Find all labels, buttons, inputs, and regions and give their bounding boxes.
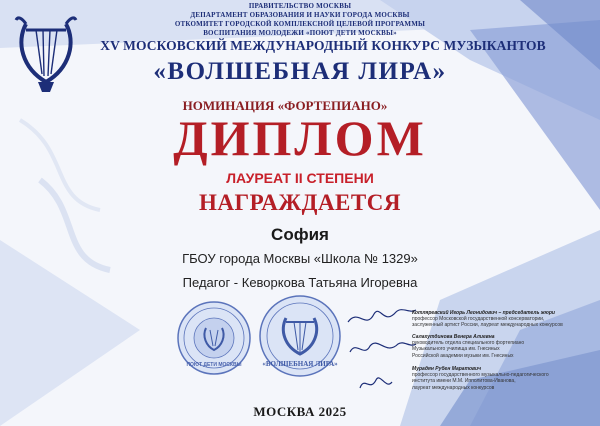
contest-name: «ВОЛШЕБНАЯ ЛИРА» [153,58,447,85]
laureate-degree: ЛАУРЕАТ II СТЕПЕНИ [226,170,374,186]
jury-member-1 [412,310,597,329]
contest-title: XV МОСКОВСКИЙ МЕЖДУНАРОДНЫЙ КОНКУРС МУЗЫКАНТОВ [100,38,546,53]
jury-member-3 [412,366,597,391]
jury-member-3-name: Мурадян Рубен Маратович [412,366,482,372]
jury-member-3-line-1: профессор государственного музыкально-педагогического [412,372,549,379]
nomination-label: НОМИНАЦИЯ «ФОРТЕПИАНО» [182,98,388,113]
jury-member-2-line-1: руководитель отдела специального фортепиано [412,340,525,347]
seal-right [258,294,342,378]
city-year: МОСКВА 2025 [253,404,347,419]
recipient-school: ГБОУ города Москвы «Школа № 1329» [182,251,418,266]
jury-member-1-line-1: профессор Московской государственной консерватории, [412,316,545,323]
jury-member-3-line-3: лауреат международных конкурсов [412,384,495,391]
seal-left-text: ПОЮТ ДЕТИ МОСКВЫ [186,362,242,368]
header-line-4: ВОСПИТАНИЯ МОЛОДЕЖИ «ПОЮТ ДЕТИ МОСКВЫ» [203,29,397,37]
jury-member-1-name: Котляревский Игорь Леонидович – председатель жюри [412,310,555,316]
jury-member-2-line-3: Российской академии музыки им. Гнесиных [412,352,514,359]
jury-member-2-line-2: Музыкального училища им. Гнесиных [412,346,500,353]
jury-member-3-line-2: института имени М.М. Ипполитова-Иванова, [412,378,516,385]
header-line-1: ПРАВИТЕЛЬСТВО МОСКВЫ [248,2,352,10]
header-line-2: ДЕПАРТАМЕНТ ОБРАЗОВАНИЯ И НАУКИ ГОРОДА МОСКВЫ [190,11,410,19]
seal-right-text: «ВОЛШЕБНАЯ ЛИРА» [262,360,338,368]
jury-member-2 [412,334,597,359]
jury-signatures [340,300,420,400]
awarded-label: НАГРАЖДАЕТСЯ [199,190,401,215]
teacher-name: Педагог - Кеворкова Татьяна Игоревна [182,275,418,290]
seal-left [176,300,252,376]
recipient-name: София [271,225,329,244]
header-line-3: ОТКОМИТЕТ ГОРОДСКОЙ КОМПЛЕКСНОЙ ЦЕЛЕВОЙ ПРОГРАММЫ [174,20,426,28]
jury-member-1-line-2: заслуженный артист России, лауреат международных конкурсов [412,322,563,329]
jury-member-2-name: Салахутдинова Венера Алиевна [412,334,495,340]
organizer-header [100,2,500,38]
diploma-title: ДИПЛОМ [173,110,427,166]
lyre-logo [12,12,80,96]
